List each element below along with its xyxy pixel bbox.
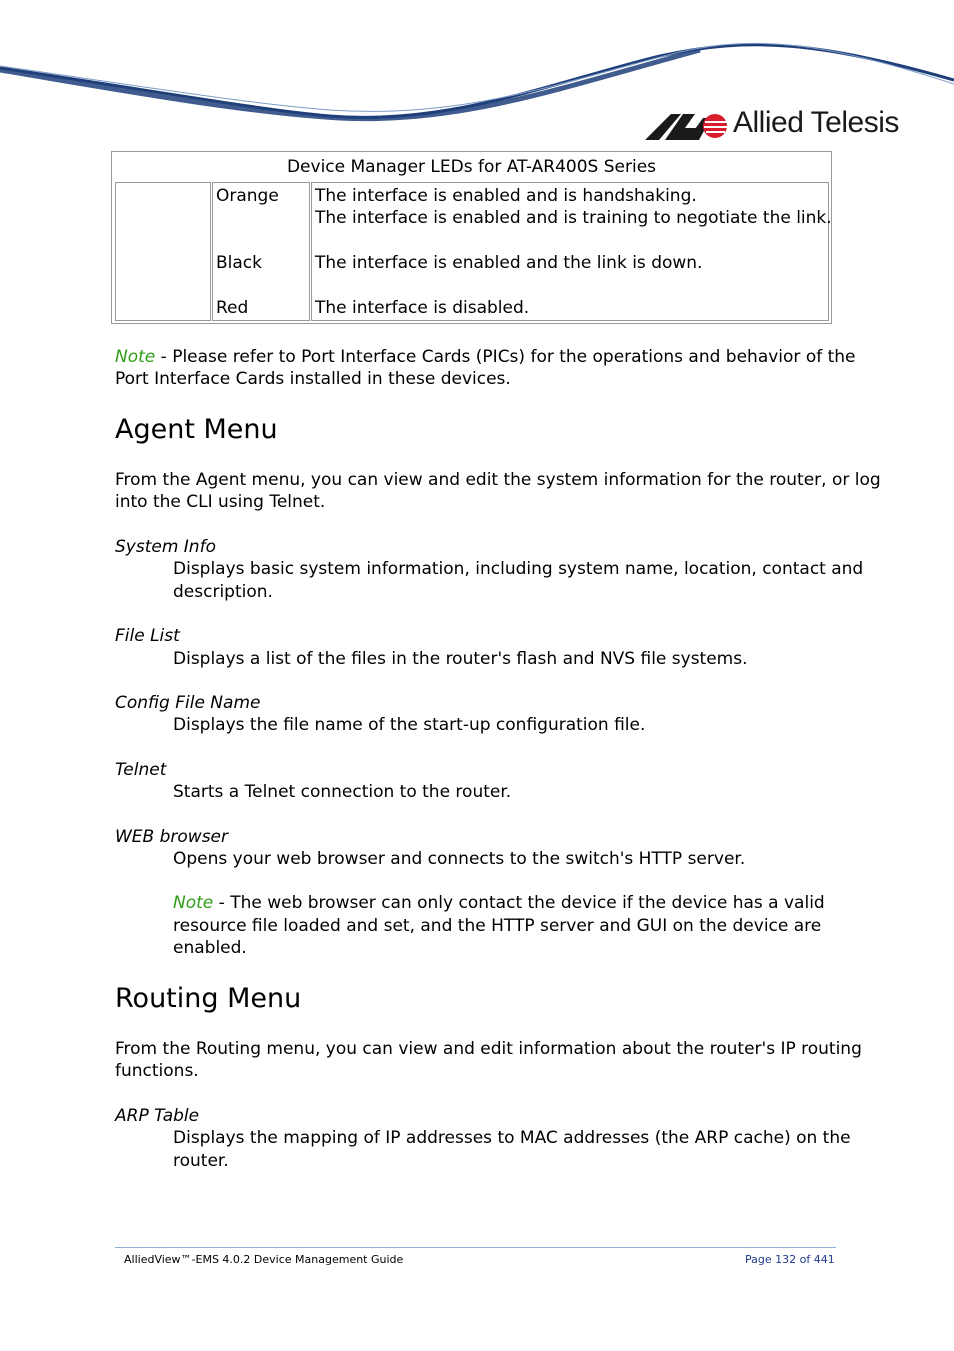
note-paragraph — [115, 346, 856, 368]
web-note-text-2: resource file loaded and set, and the HTTP server and GUI on the device are — [173, 916, 822, 936]
footer-doc-title: AlliedView™-EMS 4.0.2 Device Management Guide — [124, 1253, 404, 1266]
desc-arp-table-2: router. — [173, 1151, 229, 1171]
web-note-paragraph — [173, 892, 825, 914]
led-table — [111, 151, 832, 324]
term-arp-table: ARP Table — [115, 1106, 200, 1126]
term-file-list: File List — [115, 626, 180, 646]
web-note-text-3: enabled. — [173, 938, 247, 958]
desc-web-browser: Opens your web browser and connects to the switch's HTTP server. — [173, 849, 746, 869]
led-desc-orange-1: The interface is enabled and is handshaking. — [315, 186, 697, 206]
agent-intro-2: into the CLI using Telnet. — [115, 492, 326, 512]
desc-arp-table-1: Displays the mapping of IP addresses to MAC addresses (the ARP cache) on the — [173, 1128, 851, 1148]
led-table-title: Device Manager LEDs for AT-AR400S Series — [286, 157, 657, 177]
note-text-2: Port Interface Cards installed in these devices. — [115, 369, 511, 389]
routing-intro-2: functions. — [115, 1061, 199, 1081]
term-config-file-name: Config File Name — [115, 693, 261, 713]
desc-telnet: Starts a Telnet connection to the router. — [173, 782, 512, 802]
agent-intro-1: From the Agent menu, you can view and edit the system information for the router, or log — [115, 470, 881, 490]
allied-telesis-logo — [645, 108, 905, 144]
led-color-black: Black — [216, 253, 262, 273]
desc-file-list: Displays a list of the files in the router's flash and NVS file systems. — [173, 649, 748, 669]
term-telnet: Telnet — [115, 760, 167, 780]
led-desc-black: The interface is enabled and the link is down. — [315, 253, 703, 273]
desc-system-info-2: description. — [173, 582, 273, 602]
web-note-label: Note — [173, 893, 214, 913]
led-table-description-cell — [311, 182, 832, 321]
routing-intro-1: From the Routing menu, you can view and edit information about the router's IP routing — [115, 1039, 862, 1059]
footer-divider — [115, 1247, 836, 1248]
term-system-info: System Info — [115, 537, 216, 557]
routing-menu-heading: Routing Menu — [115, 983, 302, 1014]
led-table-blank-cell — [115, 182, 211, 321]
desc-system-info-1: Displays basic system information, including system name, location, contact and — [173, 559, 864, 579]
led-table-color-cell — [212, 182, 310, 321]
logo-mark-icon — [645, 108, 729, 142]
term-web-browser: WEB browser — [115, 827, 229, 847]
note-text-1: - Please refer to Port Interface Cards (PICs) for the operations and behavior of the — [155, 347, 856, 367]
footer-page-number: Page 132 of 441 — [745, 1253, 835, 1266]
brand-name: Allied Telesis — [733, 106, 899, 139]
led-desc-red: The interface is disabled. — [315, 298, 530, 318]
desc-config-file-name: Displays the file name of the start-up configuration file. — [173, 715, 646, 735]
led-desc-orange-2: The interface is enabled and is training to negotiate the link. — [315, 208, 832, 228]
led-color-orange: Orange — [216, 186, 279, 206]
agent-menu-heading: Agent Menu — [115, 414, 278, 445]
led-color-red: Red — [216, 298, 249, 318]
web-note-text-1: - The web browser can only contact the device if the device has a valid — [213, 893, 825, 913]
note-label: Note — [115, 347, 156, 367]
